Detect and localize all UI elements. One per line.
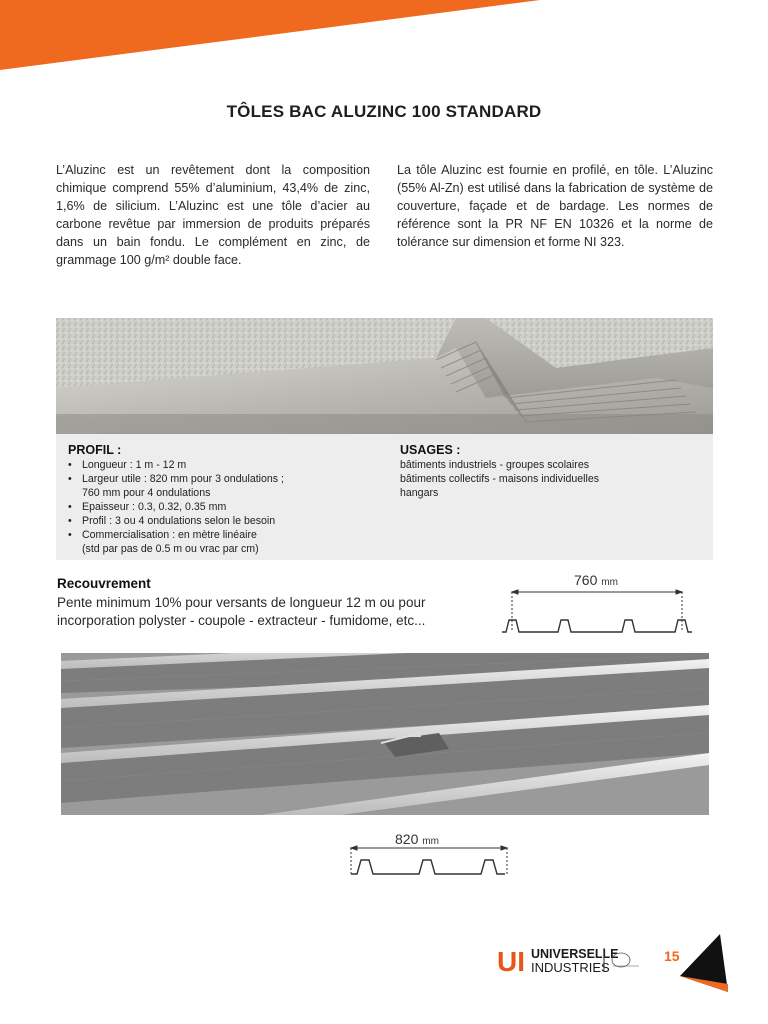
orange-corner-top (0, 0, 540, 70)
intro-paragraph-left: L’Aluzinc est un revêtement dont la composition chimique comprend 55% d’aluminium, 43,4% de zinc, 1,6% de silicium. L’Aluzinc est une tôle d’acier au carbone revêtue par immersion de produits préparés dans un bain fondu. Le complément en zinc, de grammage 100 g/m² double face. (56, 163, 370, 267)
list-item: • Epaisseur : 0.3, 0.32, 0.35 mm (66, 500, 386, 514)
list-item: bâtiments collectifs - maisons individuelles (400, 473, 600, 485)
list-item: • Largeur utile : 820 mm pour 3 ondulations ; 760 mm pour 4 ondulations (66, 472, 386, 500)
intro-paragraph-right: La tôle Aluzinc est fournie en profilé, en tôle. L’Aluzinc (55% Al-Zn) est utilisé dans la fabrication de système de couverture, façade et de bardage. Les normes de référence sont la PR NF EN 10326 et la norme de tolérance sur dimension et forme NI 323. (397, 163, 713, 249)
logo-line-2: INDUSTRIES (531, 960, 610, 975)
logo-line-1: UNIVERSELLE (531, 947, 619, 961)
arrow-left-icon (512, 590, 518, 594)
roof-installation-photo (61, 653, 709, 815)
sheet-stack-photo (56, 318, 713, 434)
usages-list (400, 458, 700, 500)
recouvrement-heading: Recouvrement (57, 576, 151, 591)
list-item: hangars (400, 487, 439, 499)
profil-heading: PROFIL : (68, 443, 122, 457)
logo-mark: UI (497, 946, 525, 976)
corner-bottom (680, 934, 728, 992)
list-item: • Profil : 3 ou 4 ondulations selon le besoin (66, 514, 386, 528)
list-item: bâtiments industriels - groupes scolaires (400, 459, 590, 471)
usages-heading: USAGES : (400, 443, 461, 457)
profil-list (66, 458, 386, 556)
page-number: 15 (664, 948, 680, 964)
list-item: • Commercialisation : en mètre linéaire (std par pas de 0.5 m ou vrac par cm) (66, 528, 386, 556)
page-title: TÔLES BAC ALUZINC 100 STANDARD (226, 102, 542, 121)
arrow-right-icon (676, 590, 682, 594)
recouvrement-text: Pente minimum 10% pour versants de longueur 12 m ou pour incorporation polyster - coupole - extracteur - fumidome, etc... (57, 595, 426, 628)
dimension-760-label: 760 mm (574, 572, 618, 588)
arrow-left-icon (351, 846, 357, 850)
arrow-right-icon (501, 846, 507, 850)
dimension-820-label: 820 mm (395, 831, 439, 847)
list-item: • Longueur : 1 m - 12 m (66, 458, 386, 472)
company-logo (497, 944, 667, 976)
